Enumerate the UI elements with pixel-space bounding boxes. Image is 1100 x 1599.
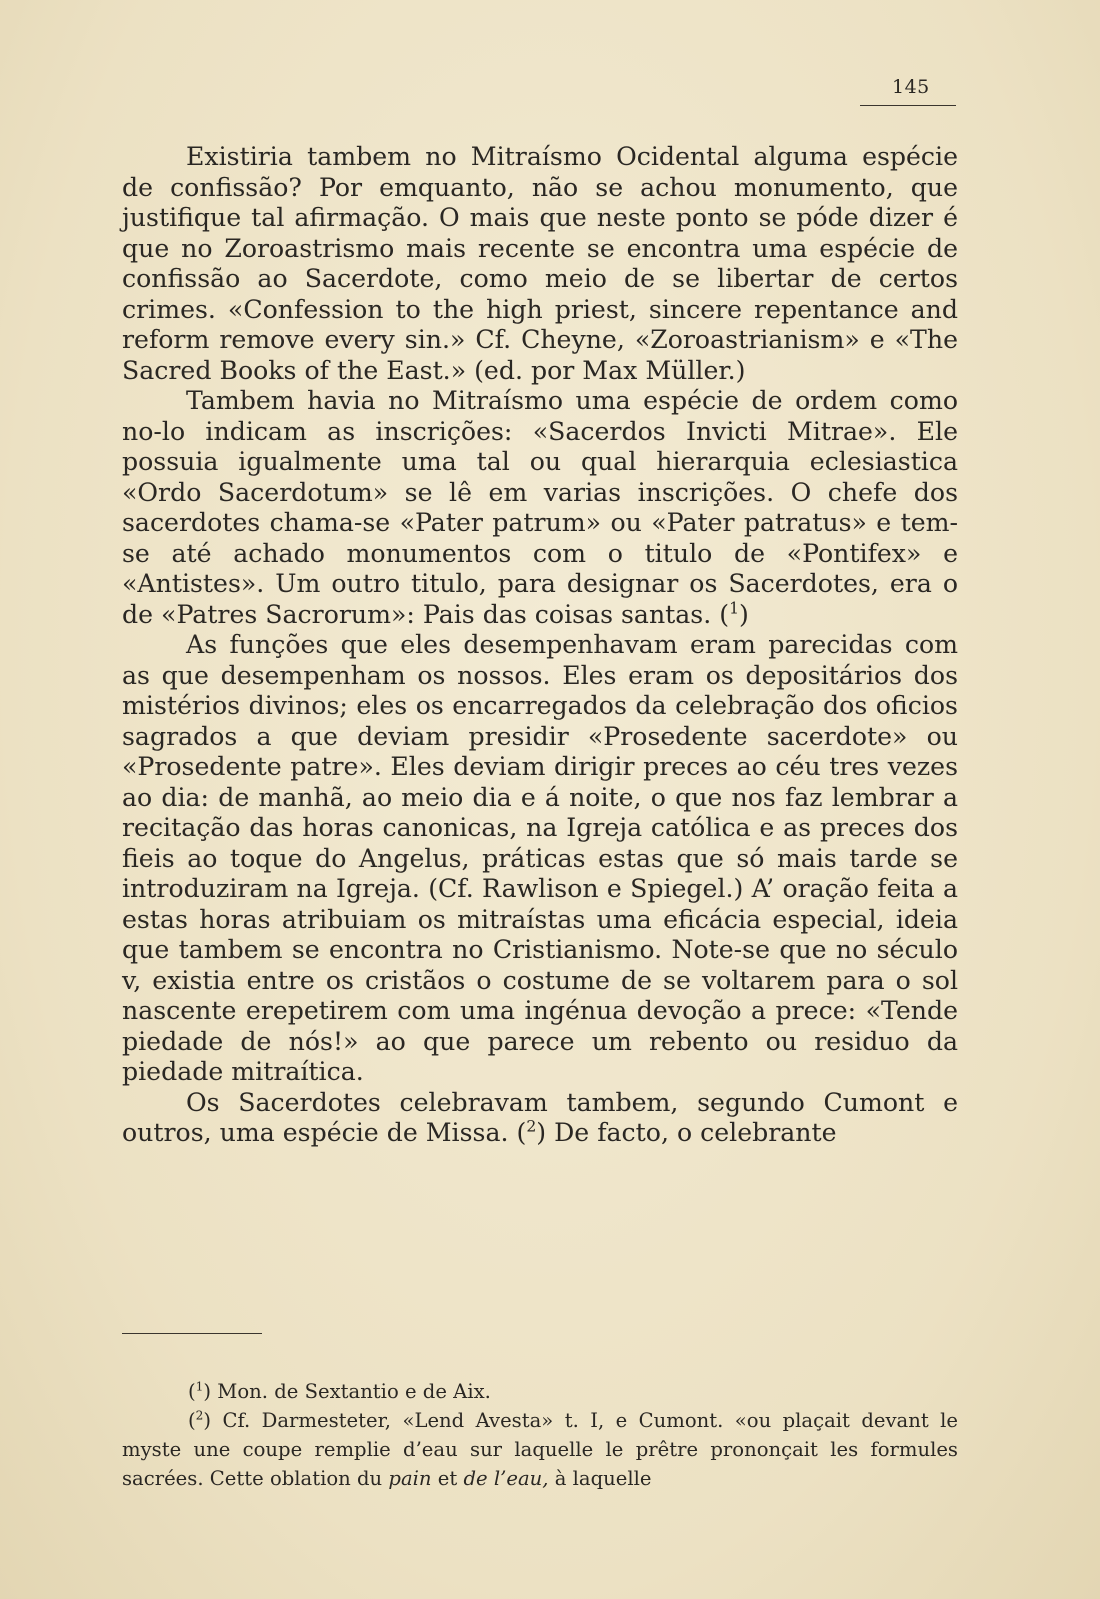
paragraph-confession: Existiria tambem no Mitraísmo Ocidental alguma espécie de confissão? Por emquanto, não se achou monumento, que justifique tal afirmação. O mais que neste ponto se póde dizer é que no Zoroastrismo mais recente se encontra uma espécie de confissão ao Sacerdote, como meio de se libertar de certos crimes. «Confession to the high priest, sincere repentance and reform remove every sin.» Cf. Cheyne, «Zoroastrianism» e «The Sacred Books of the East.» (ed. por Max Müller.)	[122, 142, 958, 385]
page-number: 145	[892, 76, 930, 98]
footnote-1-marker: 1	[195, 1379, 204, 1394]
paragraph-functions: As funções que eles desempenhavam eram parecidas com as que desempenham os nossos. Eles eram os depositários dos mistérios divinos; eles os encarregados da celebração dos oficios sagrados a que deviam presidir «Prosedente sacerdote» ou «Prosedente patre». Eles deviam dirigir preces ao céu tres vezes ao dia: de manhã, ao meio dia e á noite, o que nos faz lembrar a recitação das horas canonicas, na Igreja católica e as preces dos fieis ao toque do Angelus, práticas estas que só mais tarde se introduziram na Igreja. (Cf. Rawlison e Spiegel.) A’ oração feita a estas horas atribuiam os mitraístas uma eficácia especial, ideia que tambem se encontra no Cristianismo. Note-se que no século v, existia entre os cristãos o costume de se voltarem para o sol nascente erepetirem com uma ingénua devoção a prece: «Tende piedade de nós!» ao que parece um rebento ou residuo da piedade mitraítica.	[122, 630, 958, 1086]
footnote-rule	[122, 1333, 262, 1334]
footnote-2-text-c: à laquelle	[554, 1467, 652, 1490]
footnote-2: ($^2$) Cf. Darmesteter, «Lend Avesta» t. I, e Cumont. «ou plaçait devant le myste une coupe remplie d’eau sur laquelle le prêtre prononçait les formules sacrées. Cette oblation du pain et de l’eau, à laquelle	[122, 1408, 958, 1490]
footnote-ref-2: 2	[526, 1117, 537, 1136]
paragraph-order-text: Tambem havia no Mitraísmo uma espécie de ordem como no-lo indicam as inscrições: «Sacerdos Invicti Mitrae». Ele possuia igualmente uma tal ou qual hierarquia eclesiastica «Ordo Sacerdotum» se lê em varias inscrições. O chefe dos sacerdotes chama-se «Pater patrum» ou «Pater patratus» e tem-se até achado monumentos com o titulo de «Pontifex» e «Antistes». Um outro titulo, para designar os Sacerdotes, era o de «Patres Sacrorum»: Pais das coisas santas.	[122, 386, 958, 629]
footnotes	[122, 1377, 958, 1493]
header-rule	[860, 105, 956, 106]
paragraph-order: Tambem havia no Mitraísmo uma espécie de ordem como no-lo indicam as inscrições: «Sacerdos Invicti Mitrae». Ele possuia igualmente uma tal ou qual hierarquia eclesiastica «Ordo Sacerdotum» se lê em varias inscrições. O chefe dos sacerdotes chama-se «Pater patrum» ou «Pater patratus» e tem-se até achado monumentos com o titulo de «Pontifex» e «Antistes». Um outro titulo, para designar os Sacerdotes, era o de «Patres Sacrorum»: Pais das coisas santas. ($^1$)	[122, 386, 958, 629]
paragraph-mass: Os Sacerdotes celebravam tambem, segundo Cumont e outros, uma espécie de Missa. ($^2$) De facto, o celebrante	[122, 1087, 958, 1147]
footnote-2-italic-eau: de l’eau,	[463, 1467, 549, 1490]
footnote-2-marker: 2	[195, 1408, 204, 1423]
footnote-1-text: Mon. de Sextantio e de Aix.	[217, 1380, 491, 1403]
footnote-2-text-a: Cf. Darmesteter, «Lend Avesta» t. I, e Cumont. «ou plaçait devant le myste une coupe remplie d’eau sur laquelle le prêtre prononçait les formules sacrées. Cette oblation du	[122, 1409, 958, 1490]
footnote-ref-1: 1	[729, 599, 740, 618]
paragraph-mass-continued: De facto, o celebrante	[554, 1118, 837, 1147]
footnote-2-italic-pain: pain	[388, 1467, 432, 1490]
body-text	[122, 142, 958, 1149]
footnote-2-text-b: et	[437, 1467, 458, 1490]
paragraph-mass-text: Os Sacerdotes celebravam tambem, segundo Cumont e outros, uma espécie de Missa.	[122, 1087, 958, 1147]
footnote-1: ($^1$) Mon. de Sextantio e de Aix.	[188, 1379, 491, 1403]
